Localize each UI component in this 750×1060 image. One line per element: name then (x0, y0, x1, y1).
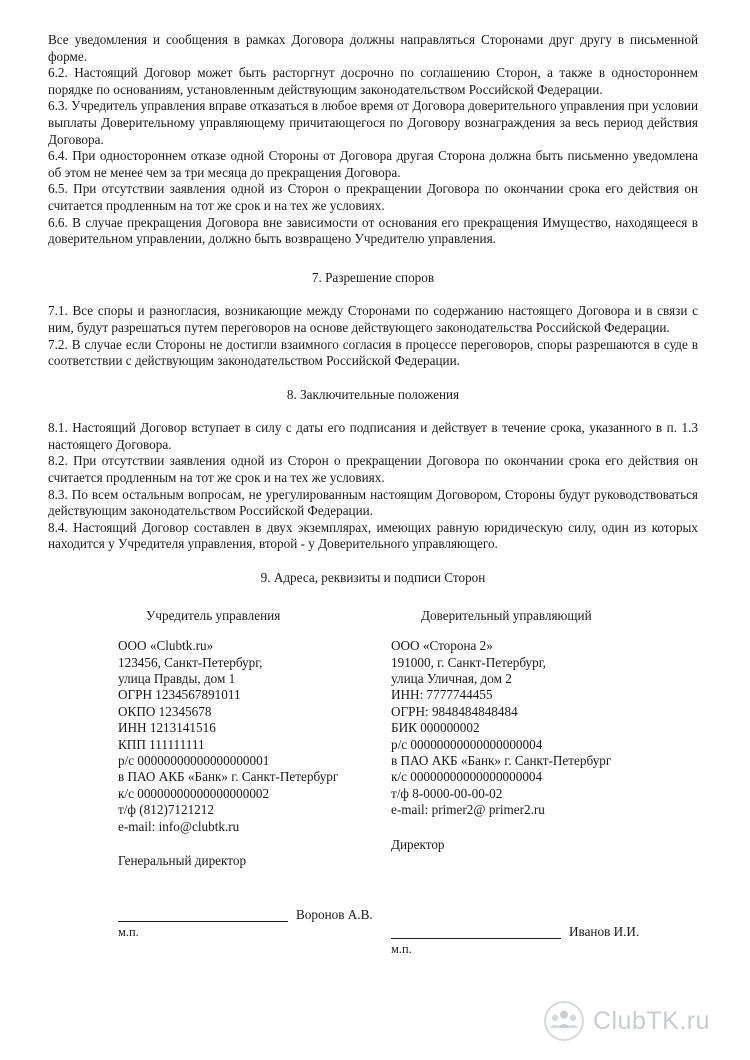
party-right-line: ОГРН: 9848484848484 (391, 703, 518, 719)
party-left-line: т/ф (812)7121212 (118, 802, 214, 818)
party-right-line: к/с 00000000000000000004 (391, 769, 543, 785)
party-left-line: в ПАО АКБ «Банк» г. Санкт-Петербург (118, 769, 339, 785)
party-left-stamp: м.п. (118, 924, 139, 939)
party-right-line: ООО «Сторона 2» (391, 638, 493, 654)
party-right-line: ИНН: 7777744455 (391, 687, 493, 703)
party-left (48, 608, 373, 957)
party-right-role: Директор (391, 836, 445, 852)
party-right-line: 191000, г. Санкт-Петербург, (391, 654, 546, 670)
paragraph-6-1-continuation: Все уведомления и сообщения в рамках Договора должны направляться Сторонами друг другу в письменной форме. (48, 32, 698, 64)
paragraph-6-5: 6.5. При отсутствии заявления одной из Сторон о прекращении Договора по окончании срока его действия он считается продленным на тот же срок и на тех же условиях. (48, 181, 698, 213)
party-right-line: р/с 00000000000000000004 (391, 736, 543, 752)
party-right-line: улица Уличная, дом 2 (391, 671, 512, 687)
party-right-line: в ПАО АКБ «Банк» г. Санкт-Петербург (391, 753, 612, 769)
party-left-line: 123456, Санкт-Петербург, (118, 654, 263, 670)
party-left-signer: Воронов А.В. (296, 906, 373, 922)
watermark-text-ru: .ru (679, 1006, 710, 1035)
party-right-title: Доверительный управляющий (421, 607, 592, 623)
party-left-line: ООО «Clubtk.ru» (118, 638, 214, 654)
party-right-line: e-mail: primer2@ primer2.ru (391, 802, 545, 818)
section-heading-7: 7. Разрешение споров (311, 269, 435, 285)
party-left-line: КПП 111111111 (118, 736, 205, 752)
watermark-text-club: Club (592, 1006, 647, 1035)
party-left-signature-row (118, 908, 373, 922)
paragraph-7-1: 7.1. Все споры и разногласия, возникающие между Сторонами по содержанию настоящего Договора и в связи с ним, будут разрешаться путем переговоров на основе действующего законодательства Российской Федерации. (48, 303, 698, 335)
party-right-signer: Иванов И.И. (569, 924, 640, 940)
paragraph-8-1: 8.1. Настоящий Договор вступает в силу с даты его подписания и действует в течение срока, указанного в п. 1.3 настоящего Договора. (48, 420, 698, 452)
paragraph-6-2: 6.2. Настоящий Договор может быть расторгнут досрочно по соглашению Сторон, а также в одностороннем порядке по основаниям, установленным действующим законодательством Российской Федерации. (48, 65, 698, 97)
paragraph-8-3: 8.3. По всем остальным вопросам, не урегулированным настоящим Договором, Стороны будут руководствоваться действующим законодательством Российской Федерации. (48, 486, 698, 519)
party-right-line: т/ф 8-0000-00-00-02 (391, 785, 503, 801)
party-right-signature-line (391, 925, 561, 939)
party-right-line: БИК 000000002 (391, 720, 480, 736)
watermark-text (593, 1007, 710, 1036)
watermark-text-tk: TK (646, 1006, 680, 1035)
paragraph-6-4: 6.4. При одностороннем отказе одной Стороны от Договора другая Сторона должна быть письменно уведомлена об этом не менее чем за три месяца до прекращения Договора. (48, 148, 698, 180)
section-heading-8: 8. Заключительные положения (286, 386, 460, 402)
party-left-line: ИНН 1213141516 (118, 720, 216, 736)
party-left-line: ОКПО 12345678 (118, 703, 212, 719)
people-group-icon (543, 1000, 585, 1042)
party-left-line: р/с 00000000000000000001 (118, 753, 270, 769)
party-left-line: e-mail: info@clubtk.ru (118, 818, 240, 834)
paragraph-6-6: 6.6. В случае прекращения Договора вне зависимости от основания его прекращения Имущество, находящееся в доверительном управлении, должно быть возвращено Учредителю управления. (48, 214, 698, 247)
party-right-signature-row (391, 925, 698, 939)
party-left-title: Учредитель управления (146, 607, 281, 623)
party-left-role: Генеральный директор (118, 853, 247, 869)
party-right-stamp: м.п. (391, 942, 412, 957)
paragraph-7-2: 7.2. В случае если Стороны не достигли взаимного согласия в процессе переговоров, споры разрешаются в суде в соответствии с действующим законодательством Российской Федерации. (48, 336, 698, 369)
watermark-logo (543, 1000, 710, 1042)
party-left-line: к/с 00000000000000000002 (118, 785, 270, 801)
paragraph-6-3: 6.3. Учредитель управления вправе отказаться в любое время от Договора доверительного управления при условии выплаты Доверительному управляющему причитающегося по Договору вознаграждения за весь период действия Договора. (48, 98, 698, 147)
party-left-line: ОГРН 1234567891011 (118, 687, 241, 703)
party-left-line: улица Правды, дом 1 (118, 671, 236, 687)
paragraph-8-2: 8.2. При отсутствии заявления одной из Сторон о прекращении Договора по окончании срока его действия он считается продленным на тот же срок и на тех же условиях. (48, 453, 698, 486)
paragraph-8-4: 8.4. Настоящий Договор составлен в двух экземплярах, имеющих равную юридическую силу, один из которых находится у Учредителя управления, второй - у Доверительного управляющего. (48, 519, 698, 552)
signatures-block (48, 608, 698, 957)
party-left-signature-line (118, 908, 288, 922)
party-right (373, 608, 698, 957)
section-heading-9: 9. Адреса, реквизиты и подписи Сторон (260, 570, 486, 586)
